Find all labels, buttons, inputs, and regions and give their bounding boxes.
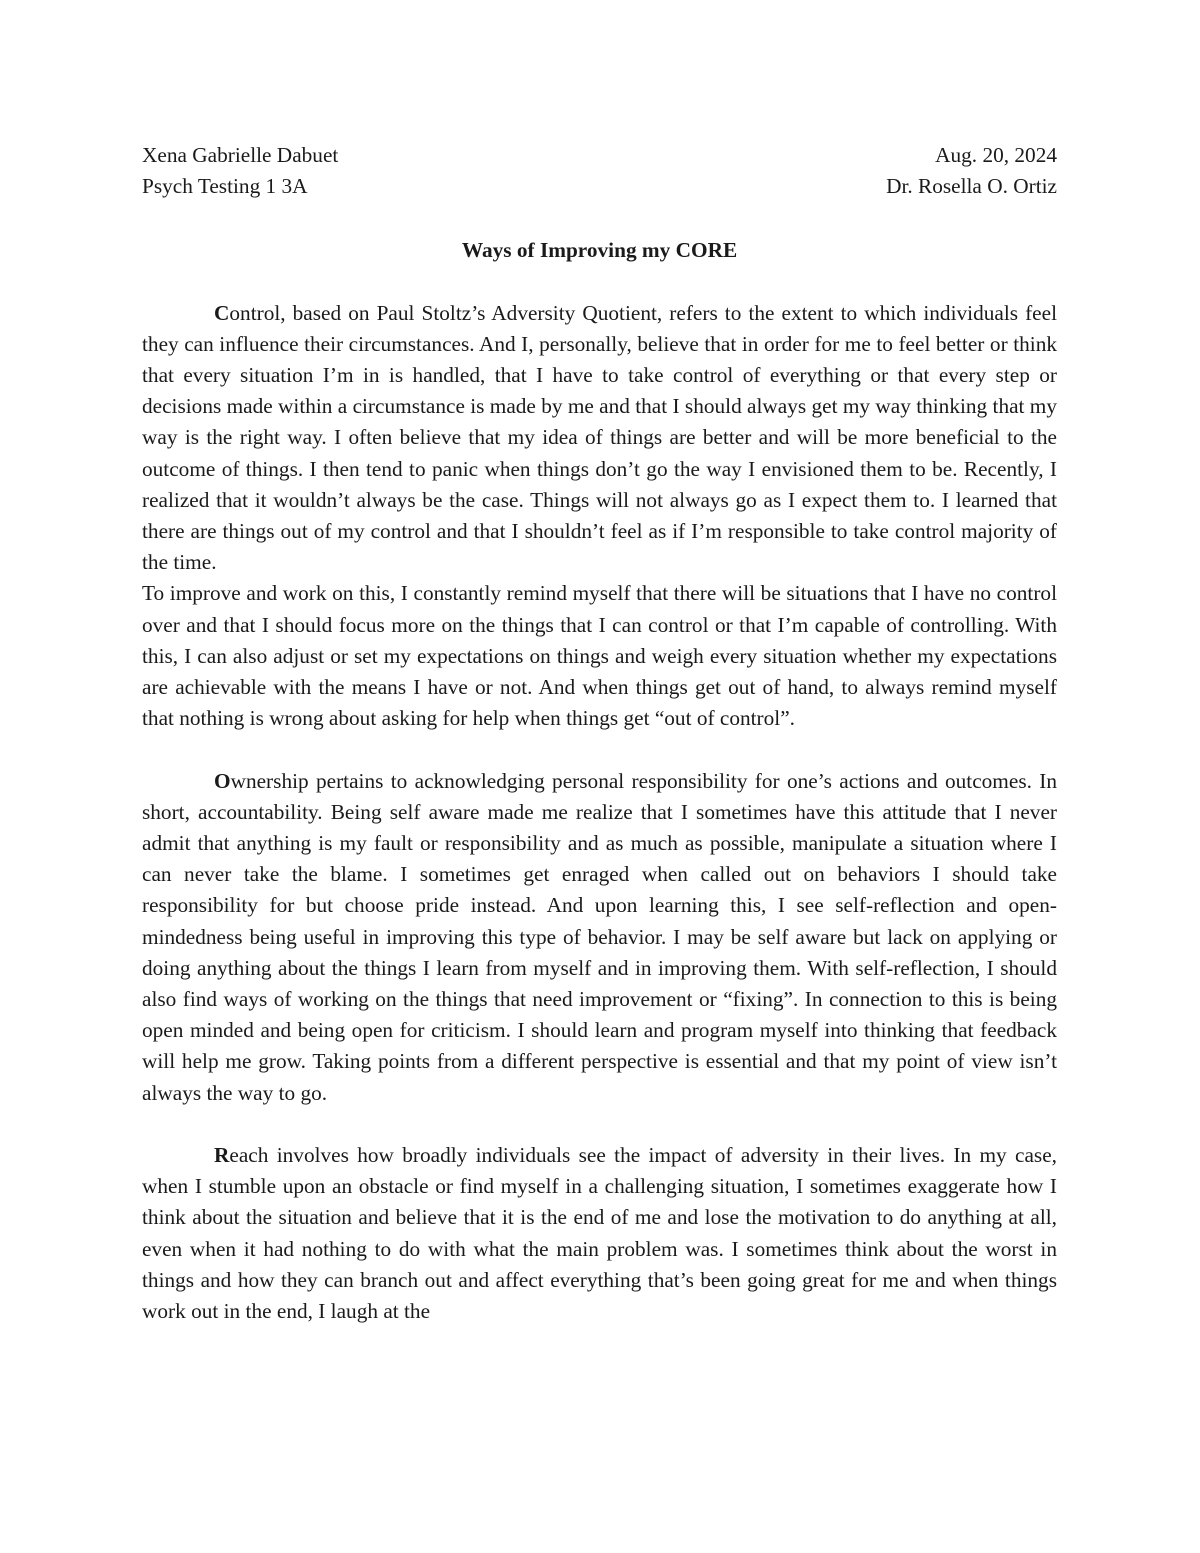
- paragraph-control-text: ontrol, based on Paul Stoltz’s Adversity Quotient, refers to the extent to which individuals feel they can influence their circumstances. And I, personally, believe that in order for me to feel better or think that every situation I’m in is handled, that I have to take control of everything or that every step or decisions made within a circumstance is made by me and that I should always get my way thinking that my way is the right way. I often believe that my idea of things are better and will be more beneficial to the outcome of things. I then tend to panic when things don’t go the way I envisioned them to be. Recently, I realized that it wouldn’t always be the case. Things will not always go as I expect them to. I learned that there are things out of my control and that I shouldn’t feel as if I’m responsible to take control majority of the time.: [142, 300, 1057, 575]
- paragraph-reach-text: each involves how broadly individuals see the impact of adversity in their lives. In my case, when I stumble upon an obstacle or find myself in a challenging situation, I sometimes exaggerate how I think about the situation and believe that it is the end of me and lose the motivation to do anything at all, even when it had nothing to do with what the main problem was. I sometimes think about the worst in things and how they can branch out and affect everything that’s been going great for me and when things work out in the end, I laugh at the: [142, 1143, 1057, 1324]
- paragraph-control: [142, 298, 1057, 579]
- paragraph-control-lead: C: [214, 300, 230, 325]
- course-name: Psych Testing 1 3A: [142, 174, 308, 199]
- instructor-name: Dr. Rosella O. Ortiz: [886, 174, 1057, 199]
- document-title: Ways of Improving my CORE: [461, 238, 738, 263]
- header-row-1: [142, 140, 1057, 171]
- paragraph-reach: [142, 1140, 1057, 1327]
- paragraph-gap: [142, 1109, 1057, 1140]
- paragraph-control-improve: To improve and work on this, I constantly remind myself that there will be situations that I have no control over and that I should focus more on the things that I can control or that I’m capable of controlling. With this, I can also adjust or set my expectations on things and weigh every situation whether my expectations are achievable with the means I have or not. And when things get out of hand, to always remind myself that nothing is wrong about asking for help when things get “out of control”.: [142, 581, 1057, 731]
- paragraph-gap: [142, 734, 1057, 765]
- paragraph-ownership: [142, 766, 1057, 1109]
- document-page: [142, 140, 1057, 1327]
- header-row-2: [142, 171, 1057, 202]
- paragraph-ownership-lead: O: [214, 768, 231, 793]
- paragraph-reach-lead: R: [214, 1143, 230, 1168]
- paragraph-ownership-text: wnership pertains to acknowledging personal responsibility for one’s actions and outcomes. In short, accountability. Being self aware made me realize that I sometimes have this attitude that I never admit that anything is my fault or responsibility and as much as possible, manipulate a situation where I can never take the blame. I sometimes get enraged when called out on behaviors I should take responsibility for but choose pride instead. And upon learning this, I see self-reflection and open-mindedness being useful in improving this type of behavior. I may be self aware but lack on applying or doing anything about the things I learn from myself and in improving them. With self-reflection, I should also find ways of working on the things that need improvement or “fixing”. In connection to this is being open minded and being open for criticism. I should learn and program myself into thinking that feedback will help me grow. Taking points from a different perspective is essential and that my point of view isn’t always the way to go.: [142, 768, 1057, 1105]
- document-date: Aug. 20, 2024: [935, 143, 1057, 167]
- author-name: Xena Gabrielle Dabuet: [142, 143, 339, 167]
